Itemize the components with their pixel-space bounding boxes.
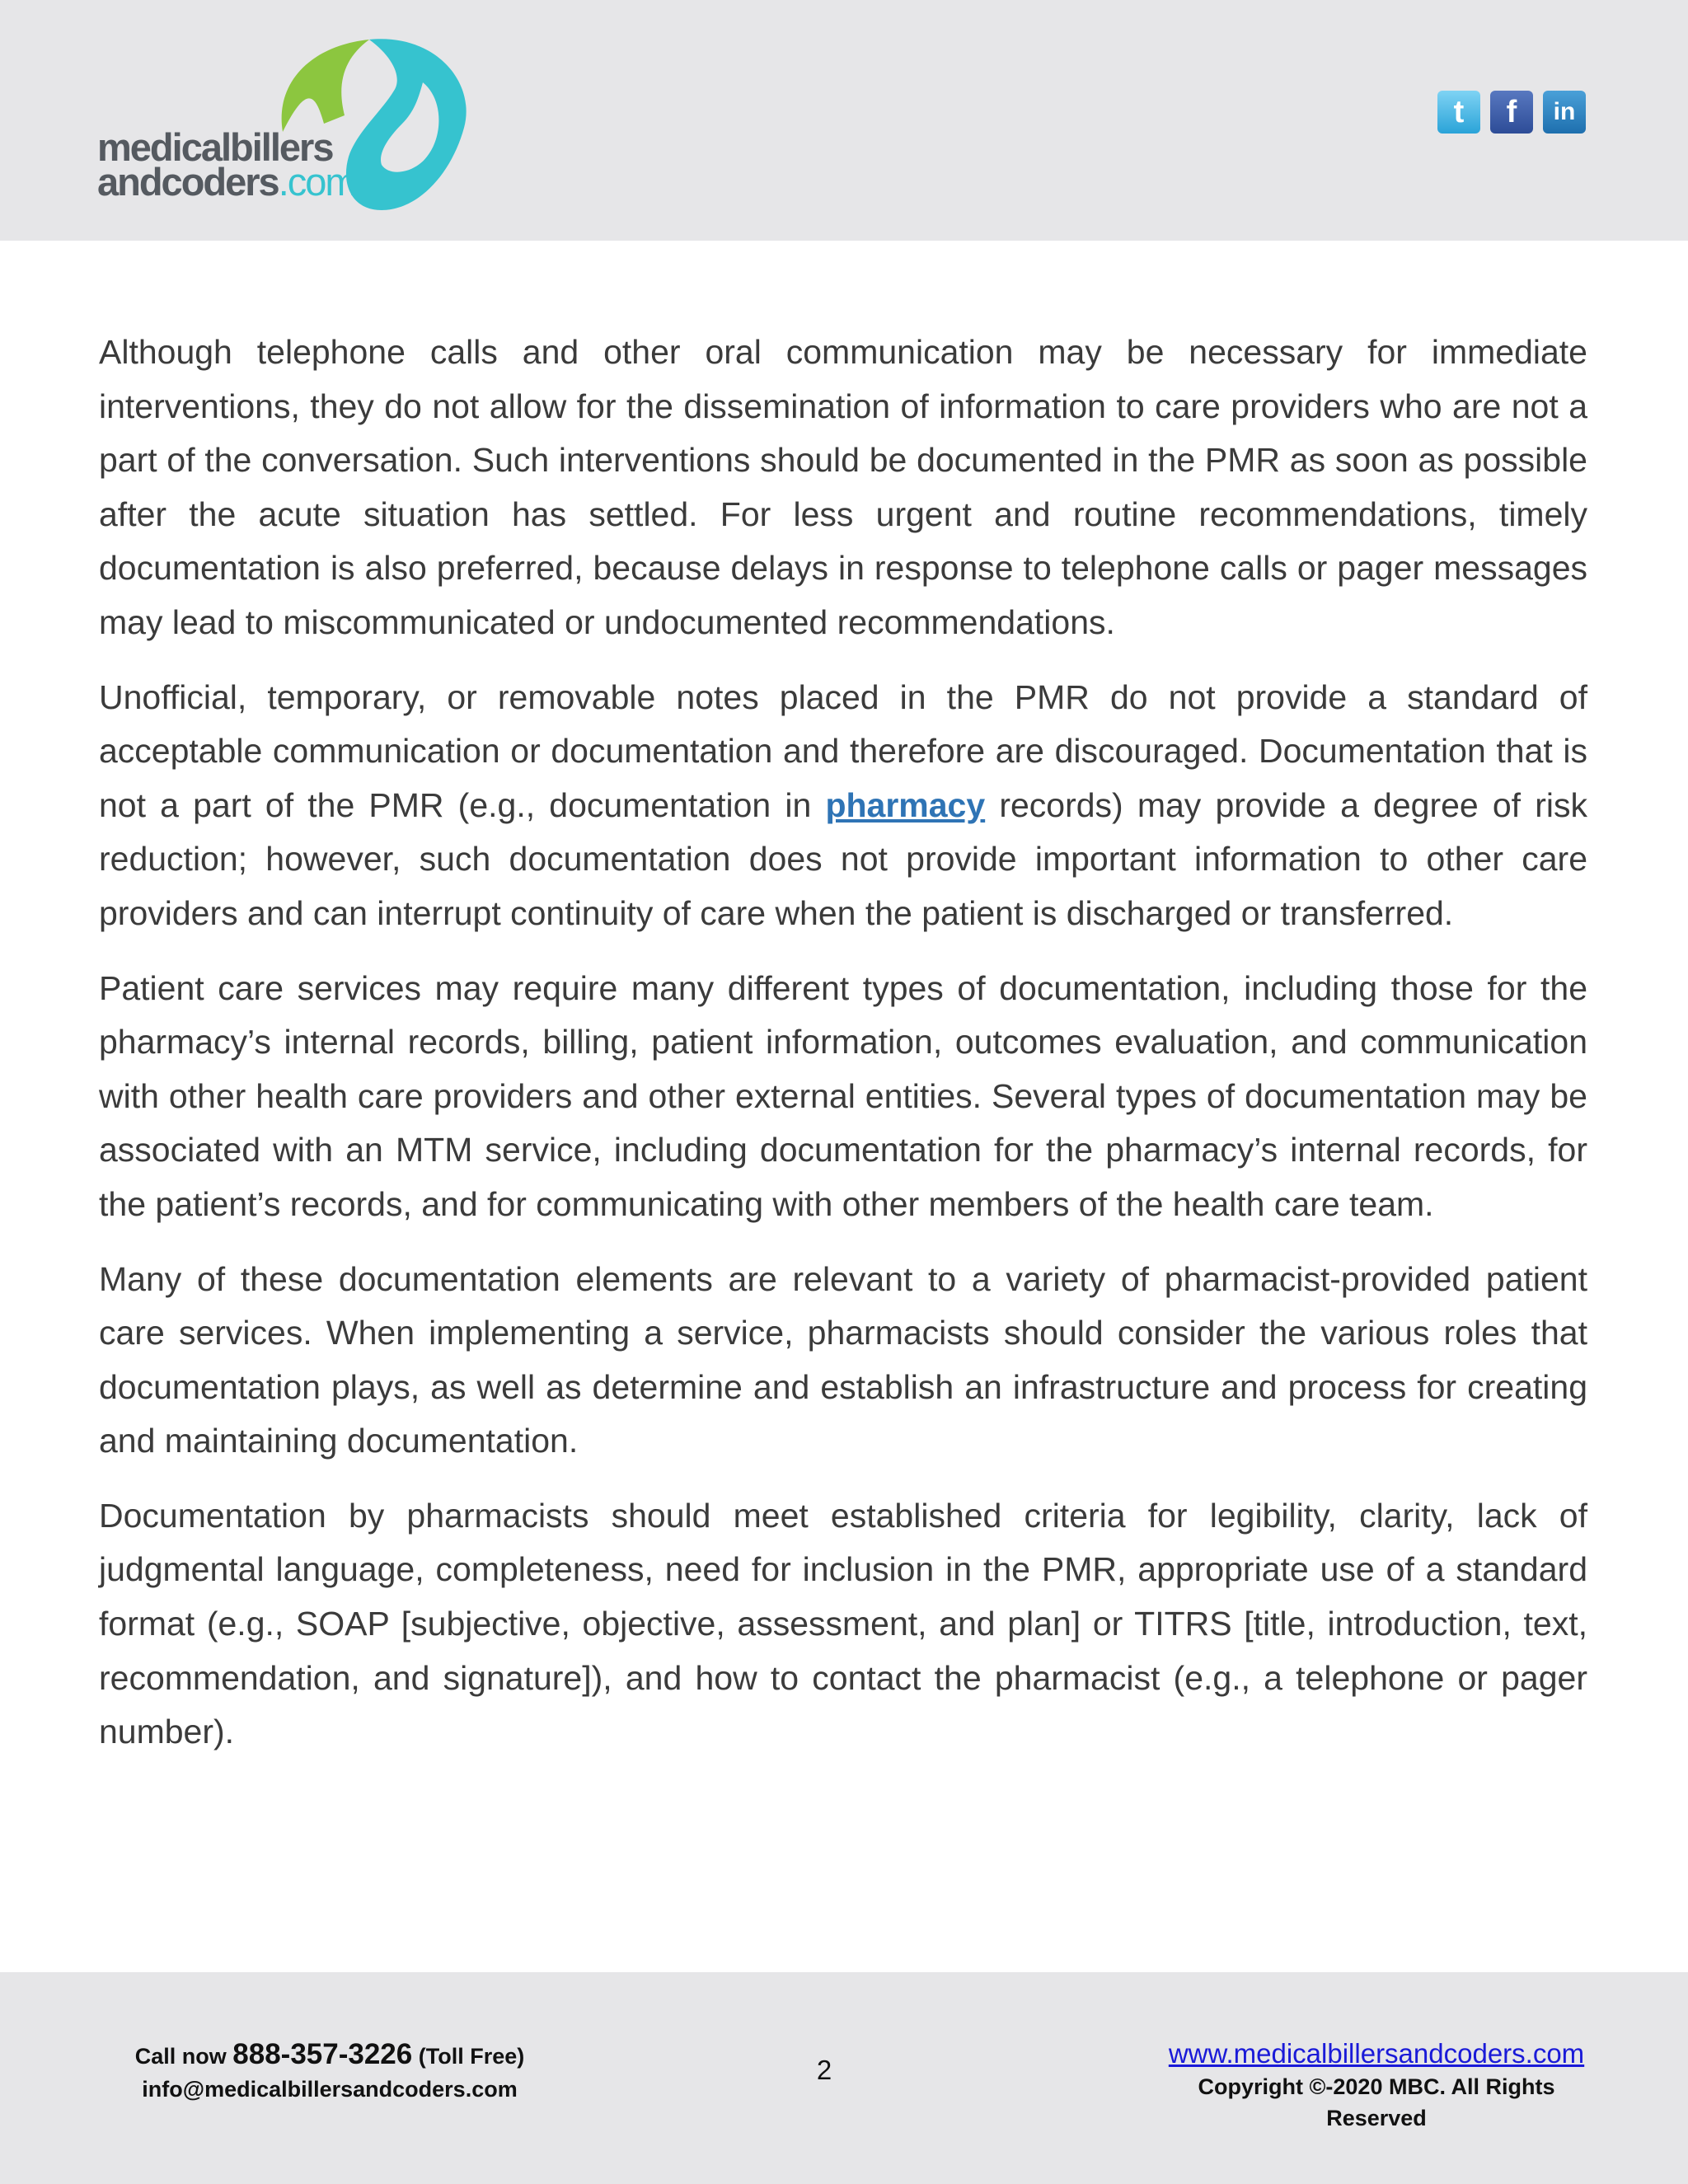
call-prefix: Call now — [134, 2044, 233, 2069]
logo-suffix: .com — [278, 160, 356, 204]
company-logo[interactable] — [97, 33, 476, 223]
twitter-icon[interactable]: t — [1437, 91, 1480, 134]
paragraph-3: Patient care services may require many different types of documentation, including those for the pharmacy’s internal records, billing, patient information, outcomes evaluation, and communication with other health care providers and other external entities. Several types of documentation may be associated with an MTM service, including documentation for the pharmacy’s internal records, for the patient’s records, and for communicating with other members of the health care team. — [99, 968, 1587, 1223]
paragraph-1: Although telephone calls and other oral communication may be necessary for immediate interventions, they do not allow for the dissemination of information to care providers who are not a part of the conversation. Such interventions should be documented in the PMR as soon as possible after the acute situation has settled. For less urgent and routine recommendations, timely documentation is also preferred, because delays in response to telephone calls or pager messages may lead to miscommunicated or undocumented recommendations. — [99, 333, 1587, 641]
contact-email[interactable]: info@medicalbillersandcoders.com — [142, 2077, 518, 2102]
article-body — [99, 326, 1587, 1780]
toll-free-label: (Toll Free) — [412, 2044, 525, 2069]
pharmacy-link[interactable]: pharmacy — [825, 785, 986, 824]
contact-info — [124, 2038, 536, 2106]
footer-right — [1146, 2036, 1607, 2134]
paragraph-2 — [99, 671, 1587, 941]
phone-number[interactable]: 888-357-3226 — [232, 2038, 413, 2070]
linkedin-icon[interactable]: in — [1543, 91, 1586, 134]
page-number: 2 — [816, 2055, 832, 2085]
page-footer — [0, 1972, 1688, 2184]
facebook-icon[interactable]: f — [1490, 91, 1533, 134]
logo-line-2: andcoders — [97, 160, 279, 204]
logo-wordmark — [97, 125, 356, 204]
website-link[interactable]: www.medicalbillersandcoders.com — [1168, 2038, 1585, 2069]
page-header — [0, 0, 1688, 241]
paragraph-2-text-a: Unofficial, temporary, or removable notes placed in the PMR do not provide a standard of acceptable communication or documentation and therefore are discouraged. Documentation that is not a part of the PMR (e.g., documentation in — [99, 677, 1587, 824]
logo-line-1: medicalbillers — [97, 125, 333, 169]
paragraph-2-text-b: records) may provide a degree of risk reduction; however, such documentation does not provide important information to other care providers and can interrupt continuity of care when the patient is discharged or transferred. — [99, 785, 1587, 932]
paragraph-5: Documentation by pharmacists should meet established criteria for legibility, clarity, lack of judgmental language, completeness, need for inclusion in the PMR, appropriate use of a standard format (e.g., SOAP [subjective, objective, assessment, and plan] or TITRS [title, introduction, text, recommendation, and signature]), and how to contact the pharmacist (e.g., a telephone or pager number). — [99, 1496, 1587, 1751]
copyright-notice: Copyright ©-2020 MBC. All Rights Reserved — [1198, 2074, 1555, 2130]
paragraph-4: Many of these documentation elements are relevant to a variety of pharmacist-provided patient care services. When implementing a service, pharmacists should consider the various roles that documentation plays, as well as determine and establish an infrastructure and process for creating and maintaining documentation. — [99, 1259, 1587, 1460]
